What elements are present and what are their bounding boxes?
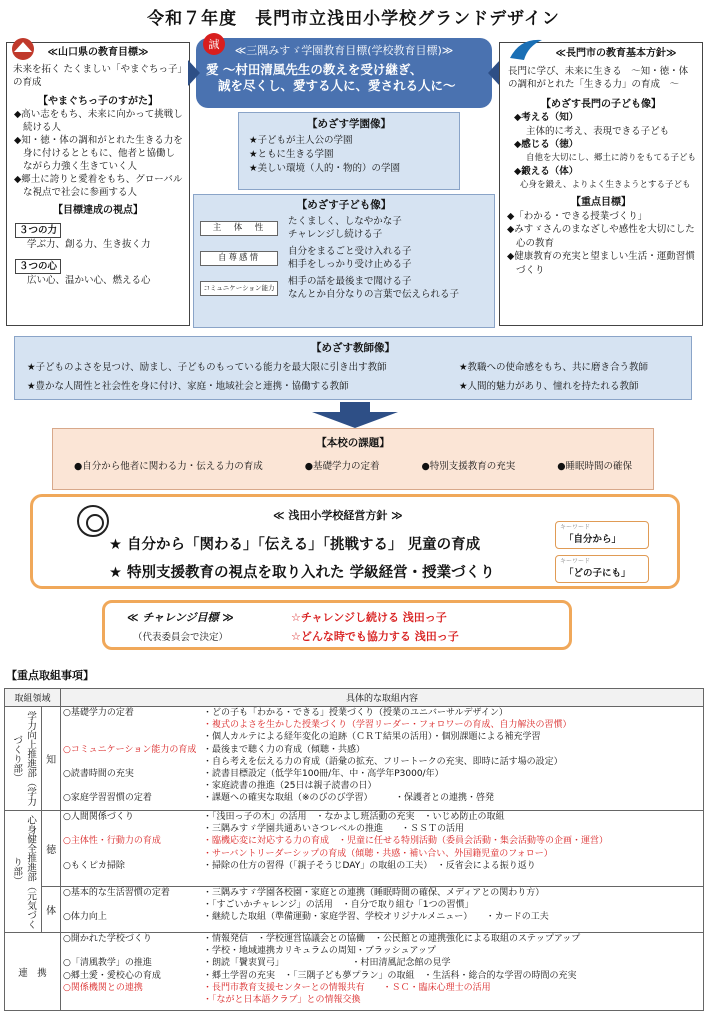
row-content: ・複式のよさを生かした授業づくり（学習リーダー・フォロワーの育成、自力解決の習慣）	[203, 720, 572, 731]
school-issue-box	[52, 428, 654, 490]
school-heading: 【めざす学園像】	[307, 118, 391, 130]
row-category	[61, 994, 203, 1006]
row-content: ・「ながと日本語クラブ」との情報交換	[203, 994, 361, 1005]
group-label: 学力向上推進部（学力づくり部）	[5, 707, 42, 811]
nagato-item: ◆みすゞさんのまなざしや感性を大切にした心の教育	[507, 224, 695, 249]
nagato-child-desc: 自他を大切にし、郷土に誇りをもてる子ども	[526, 152, 697, 163]
table-row	[61, 970, 703, 982]
table-row	[61, 911, 703, 923]
row-content: ・最後まで聴く力の育成（傾聴・共感）	[203, 744, 366, 755]
child-row-label: コミュニケーション能力	[200, 281, 278, 296]
nagato-logo-icon	[506, 34, 546, 64]
heart3-label: ３つの心	[15, 259, 61, 274]
table-row	[61, 933, 703, 945]
keyword-label: キーワード	[560, 558, 591, 565]
subgroup-label: 徳	[42, 811, 61, 887]
arrow-right-icon	[188, 60, 200, 86]
child-row	[200, 245, 494, 271]
rows-chi	[61, 707, 704, 811]
table-row	[61, 860, 703, 872]
row-category: ○開かれた学校づくり	[63, 934, 152, 944]
row-content: ・情報発信 ・学校運営協議会との協働 ・公民館との連携強化による取組のステップアップ	[203, 934, 581, 944]
row-content: ・課題への確実な取組（※のびのび学習） ・保護者との連携・啓発	[203, 793, 495, 804]
row-category: ○体力向上	[63, 912, 107, 923]
table-header: 取組領域	[5, 689, 61, 707]
row-content: ・長門市教育支援センターとの情報共有 ・ＳＣ・臨床心理士の活用	[203, 982, 491, 993]
keyword-value: 「自分から」	[564, 534, 622, 545]
row-category	[61, 899, 203, 911]
row-content: ・朗読「鬢衷買弓」 ・村田清風記念館の見学	[203, 958, 451, 969]
table-row	[61, 744, 703, 756]
child-row-text: たくましく、しなやかな子	[288, 216, 402, 227]
table-row	[61, 899, 703, 911]
nagato-policy-box	[499, 42, 703, 326]
challenge-goal: ☆チャレンジし続ける 浅田っ子	[291, 611, 447, 624]
table-row	[61, 811, 703, 823]
issue-item: ●基礎学力の定着	[304, 461, 380, 472]
heart3-text: 広い心、温かい心、燃える心	[27, 275, 151, 286]
row-content: ・三隅みすゞ学園共通あいさつレベルの推進 ・ＳＳＴの活用	[203, 824, 465, 835]
row-content: ・臨機応変に対応する力の育成 ・児童に任せる特別活動（委員会活動・集会活動等の企画・運営）	[203, 836, 609, 847]
row-category	[61, 823, 203, 835]
row-content: ・読書目標設定（低学年100冊/年、中・高学年P3000/年）	[203, 768, 444, 779]
school-item: ★ともに生きる学園	[249, 149, 334, 160]
keyword-box	[555, 521, 649, 549]
rows-renkei	[61, 933, 704, 1011]
nagato-sub2: 【重点目標】	[571, 197, 631, 208]
nagato-item: ◆健康教育の充実と望ましい生活・運動習慣づくり	[507, 251, 695, 276]
group-label: 心身健全推進部（元気づくり部）	[5, 811, 42, 933]
school-item: ★子どもが主人公の学園	[249, 135, 353, 146]
row-category	[61, 731, 203, 743]
child-row-text: 自分をまるごと受け入れる子	[288, 246, 412, 257]
challenge-goal-box	[102, 600, 572, 650]
row-content: ・三隅みすゞ学園各校園・家庭との連携（睡眠時間の確保、メディアとの関わり方）	[203, 887, 545, 898]
child-heading: 【めざす子ども像】	[296, 199, 392, 211]
table-row	[61, 707, 703, 719]
goal-line: 愛 ～村田清風先生の教えを受け継ぎ、	[206, 62, 423, 77]
goal-heading: ≪三隅みすゞ学園教育目標(学校教育目標)≫	[234, 44, 454, 57]
nagato-policy: 長門に学び、未来に生きる ～知・徳・体の調和がとれた「生きる力」の育成 ～	[508, 65, 689, 90]
nagato-child: ◆感じる（徳）	[514, 139, 579, 150]
child-image-box	[193, 194, 495, 328]
goal-line: 誠を尽くし、愛する人に、愛される人に～	[218, 78, 456, 93]
yamaguchi-sub2: 【目標達成の視点】	[53, 205, 143, 216]
row-content: ・サーバントリーダーシップの育成（傾聴・共感・補い合い、外国籍児童のフォロー）	[203, 848, 553, 859]
issue-item: ●自分から他者に関わる力・伝える力の育成	[73, 461, 263, 472]
teacher-image-box	[14, 336, 692, 400]
row-content: ・学校・地域連携カリキュラムの周知・ブラッシュアップ	[203, 946, 436, 957]
svg-text:誠: 誠	[208, 38, 220, 51]
row-content: ・掃除の仕方の習得（「親子そうじDAY」の取組の工夫） ・反省会による振り返り	[203, 860, 536, 871]
school-item: ★美しい環境（人的・物的）の学園	[249, 163, 401, 174]
child-row-text: なんとか自分なりの言葉で伝えられる子	[288, 289, 460, 300]
row-category	[61, 945, 203, 957]
policy-line: ★ 特別支援教育の視点を取り入れた 学級経営・授業づくり	[109, 565, 495, 581]
child-row-text: 相手をしっかり受け止める子	[288, 259, 412, 270]
child-row-label: 主 体 性	[200, 221, 278, 236]
yamaguchi-item: ◆郷土に誇りと愛着をもち、グローバルな視点で社会に参画する人	[14, 174, 183, 198]
row-category: ○基礎学力の定着	[63, 708, 134, 718]
row-category	[61, 780, 203, 792]
priority-table	[4, 688, 704, 1011]
yamaguchi-sub1: 【やまぐちっ子のすがた】	[38, 96, 158, 107]
table-row	[61, 835, 703, 847]
nagato-item: ◆「わかる・できる授業づくり」	[507, 210, 648, 222]
challenge-note: （代表委員会で決定）	[133, 632, 229, 643]
child-row-label: 自尊感情	[200, 251, 278, 266]
teacher-item: ★豊かな人間性と社会性を身に付け、家庭・地域社会と連携・協働する教師	[27, 381, 349, 392]
row-category: ○もくピカ掃除	[63, 860, 125, 871]
child-row-text: 相手の話を最後まで聞ける子	[288, 276, 412, 287]
arrow-down-icon	[312, 402, 398, 428]
table-row	[61, 768, 703, 780]
subgroup-label: 知	[42, 707, 61, 811]
row-content: ・どの子も「わかる・できる」授業づくり（授業のユニバーサルデザイン）	[203, 708, 508, 718]
table-row	[61, 719, 703, 731]
page-title: 令和７年度 長門市立浅田小学校グランドデザイン	[147, 9, 560, 29]
nagato-child-desc: 心身を鍛え、よりよく生きようとする子ども	[520, 179, 691, 190]
row-content: ・「浅田っ子の木」の活用 ・なかよし班活動の充実 ・いじめ防止の取組	[203, 812, 505, 822]
row-category	[61, 756, 203, 768]
yamaguchi-goal: 未来を拓く たくましい「やまぐちっ子」の育成	[13, 64, 183, 88]
row-content: ・自ら考えを伝える力の育成（語彙の拡充、フリートークの充実、即時に話す場の設定）	[203, 756, 563, 767]
keyword-value: 「どの子にも」	[564, 568, 631, 579]
school-goal-box	[196, 38, 492, 108]
teacher-item: ★教職への使命感をもち、共に磨き合う教師	[459, 362, 649, 373]
row-category	[61, 719, 203, 731]
challenge-heading: ≪ チャレンジ目標 ≫	[127, 611, 234, 624]
child-row-text: チャレンジし続ける子	[288, 229, 383, 240]
keyword-label: キーワード	[560, 524, 591, 531]
row-content: ・個人カルテによる経年変化の追跡（ＣＲＴ結果の活用）・個別課題による補充学習	[203, 732, 541, 743]
issue-heading: 【本校の課題】	[316, 437, 390, 449]
table-row	[61, 792, 703, 804]
school-image-box	[238, 112, 460, 190]
love-emblem-icon	[202, 32, 228, 56]
table-row	[61, 823, 703, 835]
yamaguchi-logo-icon	[6, 36, 40, 62]
yamaguchi-goal-box	[6, 42, 190, 326]
table-row	[61, 887, 703, 899]
nagato-heading: ≪長門市の教育基本方針≫	[555, 48, 677, 59]
policy-line: ★ 自分から「関わる」「伝える」「挑戦する」 児童の育成	[109, 537, 481, 553]
section-title: 【重点取組事項】	[6, 669, 94, 682]
row-category: ○関係機関との連携	[63, 982, 143, 993]
table-row	[61, 957, 703, 969]
row-content: ・郷土学習の充実 ・「三隅子ども夢プラン」の取組 ・生活科・総合的な学習の時間の充実	[203, 970, 577, 981]
table-row	[61, 994, 703, 1006]
power3-text: 学ぶ力、創る力、生き抜く力	[27, 239, 151, 250]
yamaguchi-heading: ≪山口県の教育目標≫	[47, 47, 149, 58]
row-category: ○郷土愛・愛校心の育成	[63, 970, 161, 981]
row-category: ○主体性・行動力の育成	[63, 836, 161, 847]
table-row	[61, 731, 703, 743]
row-category: ○「清風教学」の推進	[63, 958, 152, 969]
nagato-child-desc: 主体的に考え、表現できる子ども	[526, 125, 670, 137]
school-emblem-icon	[77, 505, 109, 537]
keyword-box	[555, 555, 649, 583]
nagato-child: ◆考える（知）	[514, 112, 579, 123]
teacher-heading: 【めざす教師像】	[311, 342, 395, 354]
yamaguchi-item: ◆高い志をもち、未来に向かって挑戦し続ける人	[14, 109, 183, 133]
row-content: ・継続した取組（準備運動・家庭学習、学校オリジナルメニュー） ・カードの工夫	[203, 912, 549, 923]
group-label: 連 携	[5, 933, 61, 1011]
table-header: 具体的な取組内容	[61, 689, 704, 707]
table-row	[61, 848, 703, 860]
row-category: ○コミュニケーション能力の育成	[63, 744, 197, 755]
challenge-goal: ☆どんな時でも協力する 浅田っ子	[291, 630, 459, 643]
nagato-sub1: 【めざす長門の子ども像】	[541, 98, 661, 110]
yamaguchi-item: ◆知・徳・体の調和がとれた生きる力を身に付けるとともに、他者と協働しながら力強く生きていく人	[14, 135, 183, 172]
table-row	[61, 756, 703, 768]
rows-tai	[61, 886, 704, 932]
child-row	[200, 215, 494, 241]
issue-item: ●特別支援教育の充実	[421, 461, 516, 472]
row-content: ・家庭読書の推進（25日は親子読書の日）	[203, 781, 377, 792]
child-row	[200, 275, 494, 301]
nagato-child: ◆鍛える（体）	[514, 166, 579, 177]
row-category: ○基本的な生活習慣の定着	[63, 887, 170, 898]
row-category: ○人間関係づくり	[63, 812, 134, 822]
table-row	[61, 945, 703, 957]
policy-heading: ≪ 浅田小学校経営方針 ≫	[273, 509, 403, 522]
row-category	[61, 848, 203, 860]
issue-item: ●睡眠時間の確保	[557, 461, 633, 472]
row-category: ○家庭学習習慣の定着	[63, 793, 152, 804]
management-policy-box	[30, 494, 680, 589]
subgroup-label: 体	[42, 886, 61, 932]
row-content: ・「すごいかチャレンジ」の活用 ・自分で取り組む「1つの習慣」	[203, 900, 474, 911]
table-row	[61, 780, 703, 792]
teacher-item: ★子どものよさを見つけ、励まし、子どものもっている能力を最大限に引き出す教師	[27, 362, 387, 373]
teacher-item: ★人間的魅力があり、憧れを持たれる教師	[459, 381, 639, 392]
table-row	[61, 982, 703, 994]
row-category: ○読書時間の充実	[63, 768, 134, 779]
rows-toku	[61, 811, 704, 887]
power3-label: ３つの力	[15, 223, 61, 238]
